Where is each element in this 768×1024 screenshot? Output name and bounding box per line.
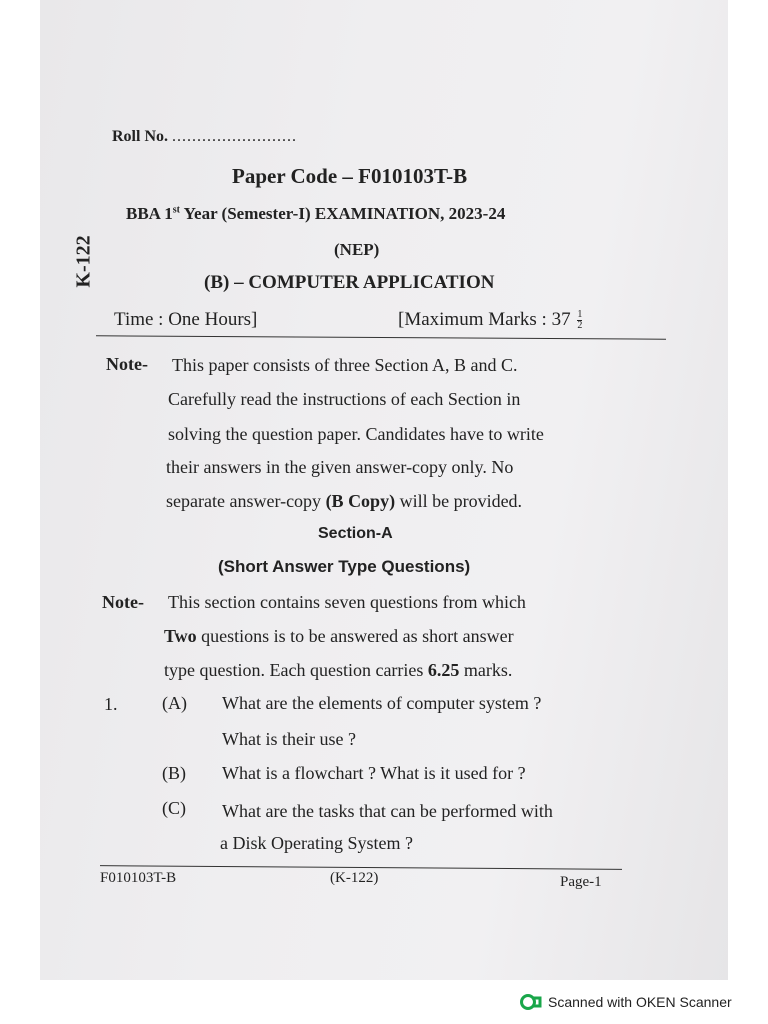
- paper-code: Paper Code – F010103T-B: [232, 164, 468, 188]
- note-line: [164, 660, 512, 681]
- marks-fraction-numerator: 1: [577, 309, 583, 321]
- marks-fraction: [577, 310, 582, 331]
- note-label: Note-: [102, 592, 144, 612]
- exam-title-suffix: Year (Semester-I) EXAMINATION, 2023-24: [180, 204, 506, 223]
- roll-number-label: Roll No.: [112, 128, 168, 145]
- footer-paper-code: F010103T-B: [100, 870, 177, 886]
- maximum-marks-text: [Maximum Marks : 37: [398, 309, 571, 330]
- question-text: What is their use ?: [222, 729, 356, 749]
- footer-page-number: Page-1: [560, 874, 602, 890]
- question-text: What are the tasks that can be performed with: [222, 801, 553, 821]
- note-line-text: marks.: [459, 660, 513, 680]
- note-line: solving the question paper. Candidates have to write: [168, 424, 544, 444]
- note-line: This paper consists of three Section A, B and C.: [172, 355, 518, 375]
- question-part-label: (A): [162, 693, 187, 713]
- roll-number-blank: .........................: [172, 128, 297, 145]
- section-title: Section-A: [318, 525, 393, 542]
- marks-fraction-denominator: 2: [577, 320, 583, 332]
- exam-title: [126, 204, 505, 224]
- note-line: This section contains seven questions from which: [168, 592, 526, 612]
- question-text: What is a flowchart ? What is it used for ?: [222, 763, 526, 783]
- question-number: 1.: [104, 694, 118, 714]
- note-line-bold: 6.25: [427, 660, 460, 680]
- section-subtitle: (Short Answer Type Questions): [218, 557, 471, 576]
- question-text: a Disk Operating System ?: [220, 833, 413, 853]
- note-line: [164, 626, 514, 647]
- note-label: Note-: [106, 354, 148, 374]
- question-part-label: (B): [162, 763, 186, 783]
- note-line-bold: (B Copy): [325, 491, 396, 511]
- note-line-text: will be provided.: [395, 491, 523, 511]
- footer-center-code: (K-122): [330, 870, 379, 886]
- side-paper-code: K-122: [72, 235, 95, 288]
- exam-title-prefix: BBA 1: [126, 204, 173, 223]
- exam-title-superscript: st: [172, 204, 181, 216]
- scanner-watermark: [520, 994, 732, 1010]
- scheme-label: (NEP): [334, 240, 380, 259]
- maximum-marks: [398, 309, 582, 331]
- roll-number-field: [112, 128, 297, 146]
- oken-scanner-logo-icon: [520, 994, 542, 1010]
- scanner-watermark-text: Scanned with OKEN Scanner: [548, 994, 732, 1010]
- time-label: Time : One Hours]: [114, 309, 258, 330]
- note-line-text: separate answer-copy: [166, 491, 326, 511]
- note-line-bold: Two: [164, 626, 197, 646]
- question-text: What are the elements of computer system ?: [222, 693, 542, 713]
- note-line: Carefully read the instructions of each Section in: [168, 389, 521, 409]
- subject-title: (B) – COMPUTER APPLICATION: [204, 272, 495, 293]
- note-line: their answers in the given answer-copy only. No: [166, 457, 514, 477]
- question-part-label: (C): [162, 798, 186, 818]
- note-line-text: questions is to be answered as short answer: [196, 626, 514, 646]
- note-line: [166, 491, 522, 512]
- note-line-text: type question. Each question carries: [164, 660, 428, 680]
